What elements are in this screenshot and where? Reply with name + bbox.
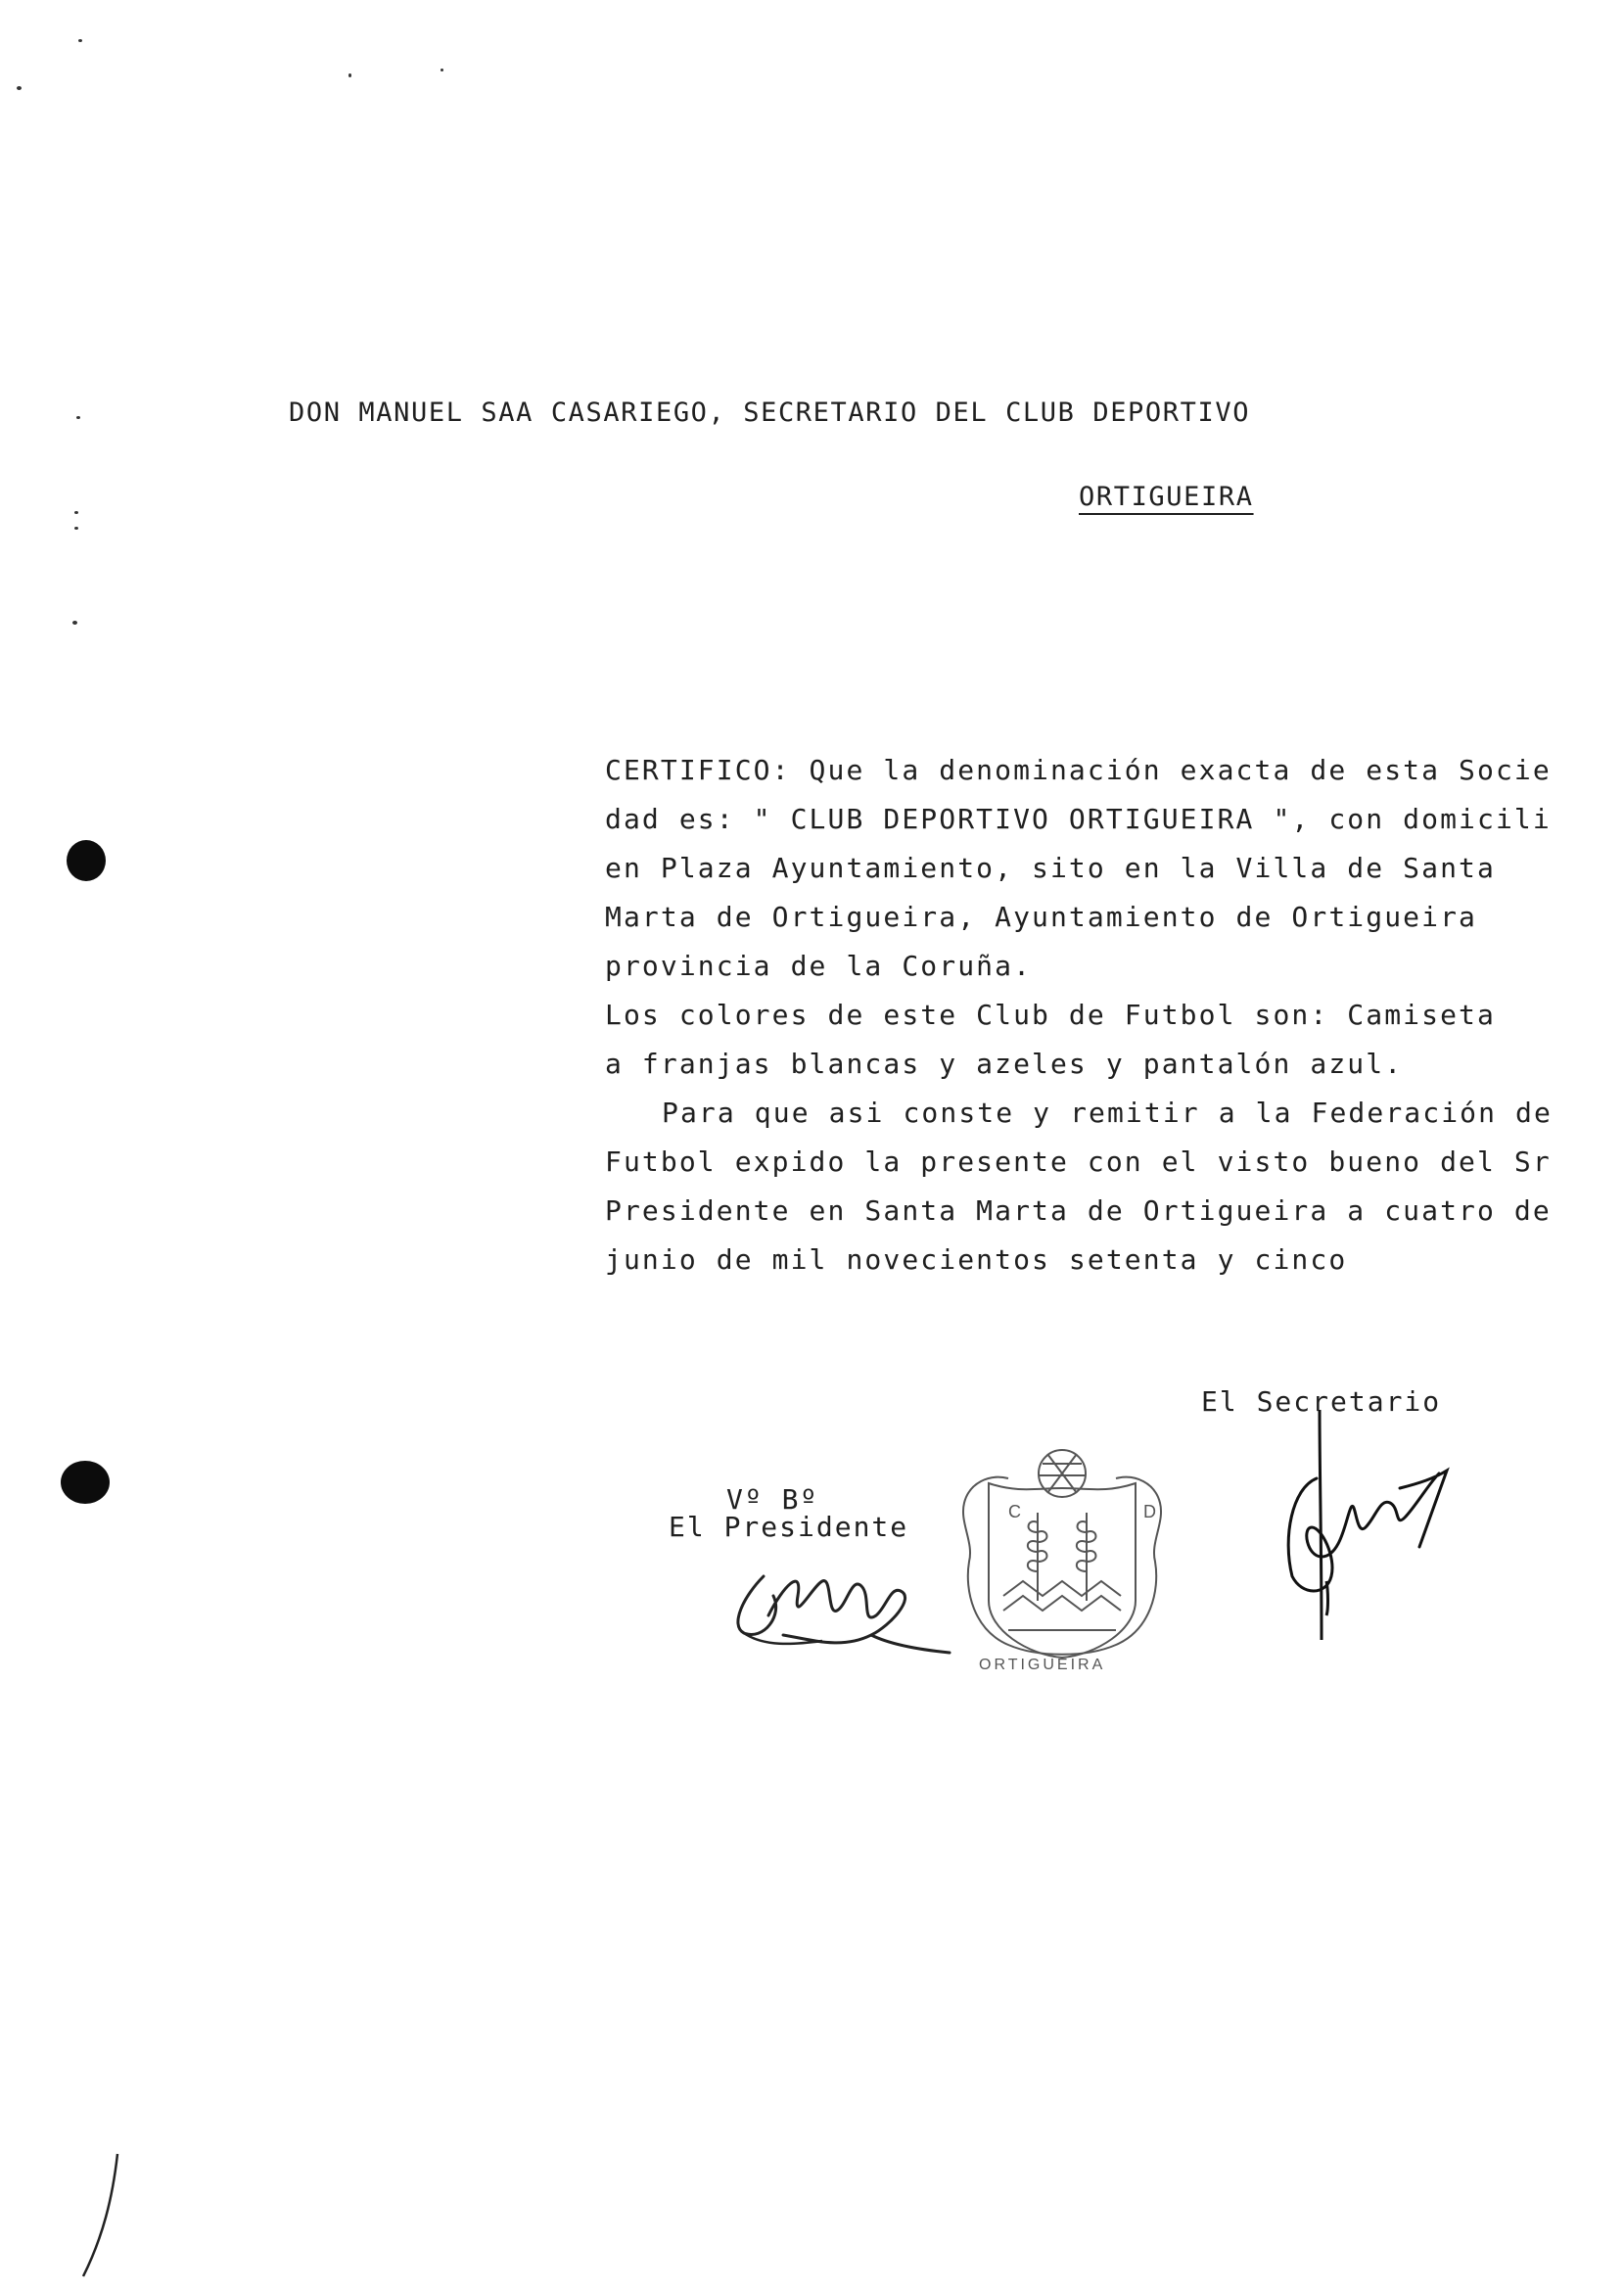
speck-mark (72, 621, 77, 625)
speck-mark (74, 527, 78, 530)
body-line: Para que asi conste y remitir a la Federación de (662, 1097, 1553, 1129)
speck-mark (78, 39, 82, 42)
header-line: DON MANUEL SAA CASARIEGO, SECRETARIO DEL CLUB DEPORTIVO (289, 397, 1251, 428)
secretary-title: El Secretario (1201, 1385, 1442, 1418)
body-line: junio de mil novecientos setenta y cinco (605, 1243, 1348, 1276)
punch-hole-bottom (61, 1461, 110, 1504)
body-line: en Plaza Ayuntamiento, sito en la Villa de Santa (605, 852, 1496, 884)
president-signature (724, 1557, 940, 1664)
stamp-letters-bottom: ORTIGUEIRA (979, 1657, 1106, 1673)
body-line: Marta de Ortigueira, Ayuntamiento de Ortigueira (605, 901, 1477, 933)
body-line: dad es: " CLUB DEPORTIVO ORTIGUEIRA ", con domicili (605, 803, 1552, 835)
speck-mark (348, 73, 351, 77)
header-club-name: ORTIGUEIRA (1079, 482, 1254, 512)
secretary-signature (1273, 1410, 1449, 1645)
punch-hole-top (67, 840, 106, 881)
stamp-letters-top: C D (1008, 1502, 1215, 1521)
body-line: provincia de la Coruña. (605, 950, 1033, 982)
body-line: CERTIFICO: Que la denominación exacta de esta Socie (605, 754, 1552, 786)
body-line: Presidente en Santa Marta de Ortigueira a cuatro de (605, 1194, 1552, 1227)
president-title: El Presidente (669, 1511, 909, 1543)
certificate-body (605, 746, 1624, 1285)
body-line: a franjas blancas y azeles y pantalón azul. (605, 1048, 1404, 1080)
speck-mark (441, 69, 443, 71)
body-line: Los colores de este Club de Futbol son: Camiseta (605, 999, 1496, 1031)
speck-mark (17, 86, 22, 90)
club-stamp (950, 1434, 1215, 1673)
speck-mark (76, 416, 80, 419)
speck-mark (74, 511, 78, 514)
vobo-label: Vº Bº (726, 1483, 819, 1516)
body-line: Futbol expido la presente con el visto bueno del Sr (605, 1146, 1552, 1178)
pen-mark (78, 2149, 127, 2286)
